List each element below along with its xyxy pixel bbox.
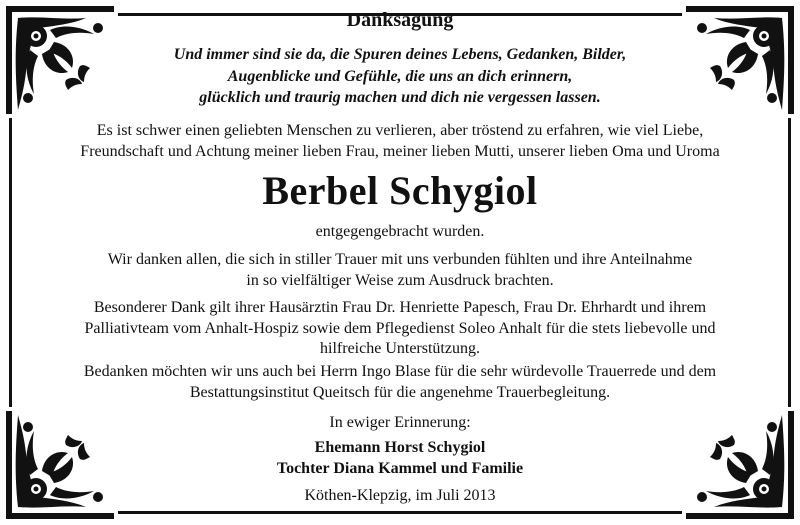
intro-paragraph: [0, 121, 800, 162]
special-thanks-paragraph: [0, 298, 800, 360]
motto-line: Augenblicke und Gefühle, die uns an dich erinnern,: [227, 67, 573, 85]
intro-end-line: entgegengebracht wurden.: [315, 223, 485, 240]
special-thanks-line: Palliativteam vom Anhalt-Hospiz sowie dem Pflegedienst Soleo Anhalt für die stets liebevolle und: [84, 319, 716, 337]
intro-line: Es ist schwer einen geliebten Menschen zu verlieren, aber tröstend zu erfahren, wie viel Liebe,: [96, 122, 704, 139]
thanks-all-paragraph: [0, 250, 800, 291]
place-date: Köthen-Klepzig, im Juli 2013: [304, 487, 496, 504]
motto-line: Und immer sind sie da, die Spuren deines Lebens, Gedanken, Bilder,: [173, 46, 627, 63]
special-thanks-line: hilfreiche Unterstützung.: [320, 340, 480, 357]
intro-line: Freundschaft und Achtung meiner lieben Frau, meiner lieben Mutti, unserer lieben Oma und Uroma: [80, 142, 720, 160]
signatory-name: Ehemann Horst Schygiol: [314, 439, 486, 456]
thanks-all-line: Wir danken allen, die sich in stiller Trauer mit uns verbunden fühlten und ihre Anteilnahme: [107, 251, 693, 268]
further-thanks-paragraph: [0, 362, 800, 403]
special-thanks-line: Besonderer Dank gilt ihrer Hausärztin Frau Dr. Henriette Papesch, Frau Dr. Ehrhardt und ihrem: [93, 299, 707, 316]
motto-line: glücklich und traurig machen und dich nie vergessen lassen.: [199, 89, 601, 106]
further-thanks-line: Bedanken möchten wir uns auch bei Herrn Ingo Blase für die sehr würdevolle Trauerrede und dem: [83, 363, 717, 380]
deceased-name: Berbel Schygiol: [262, 168, 538, 213]
signatory-name: Tochter Diana Kammel und Familie: [276, 460, 524, 477]
further-thanks-line: Bestattungsinstitut Queitsch für die angenehme Trauerbegleitung.: [189, 383, 611, 401]
frame-bottom-line: [118, 511, 682, 514]
signatories: [0, 437, 800, 479]
motto-verse: [0, 44, 800, 109]
memory-line: In ewiger Erinnerung:: [329, 414, 471, 431]
notice-title: Danksagung: [346, 9, 454, 31]
thanks-all-line: in so vielfältiger Weise zum Ausdruck brachten.: [246, 271, 554, 289]
